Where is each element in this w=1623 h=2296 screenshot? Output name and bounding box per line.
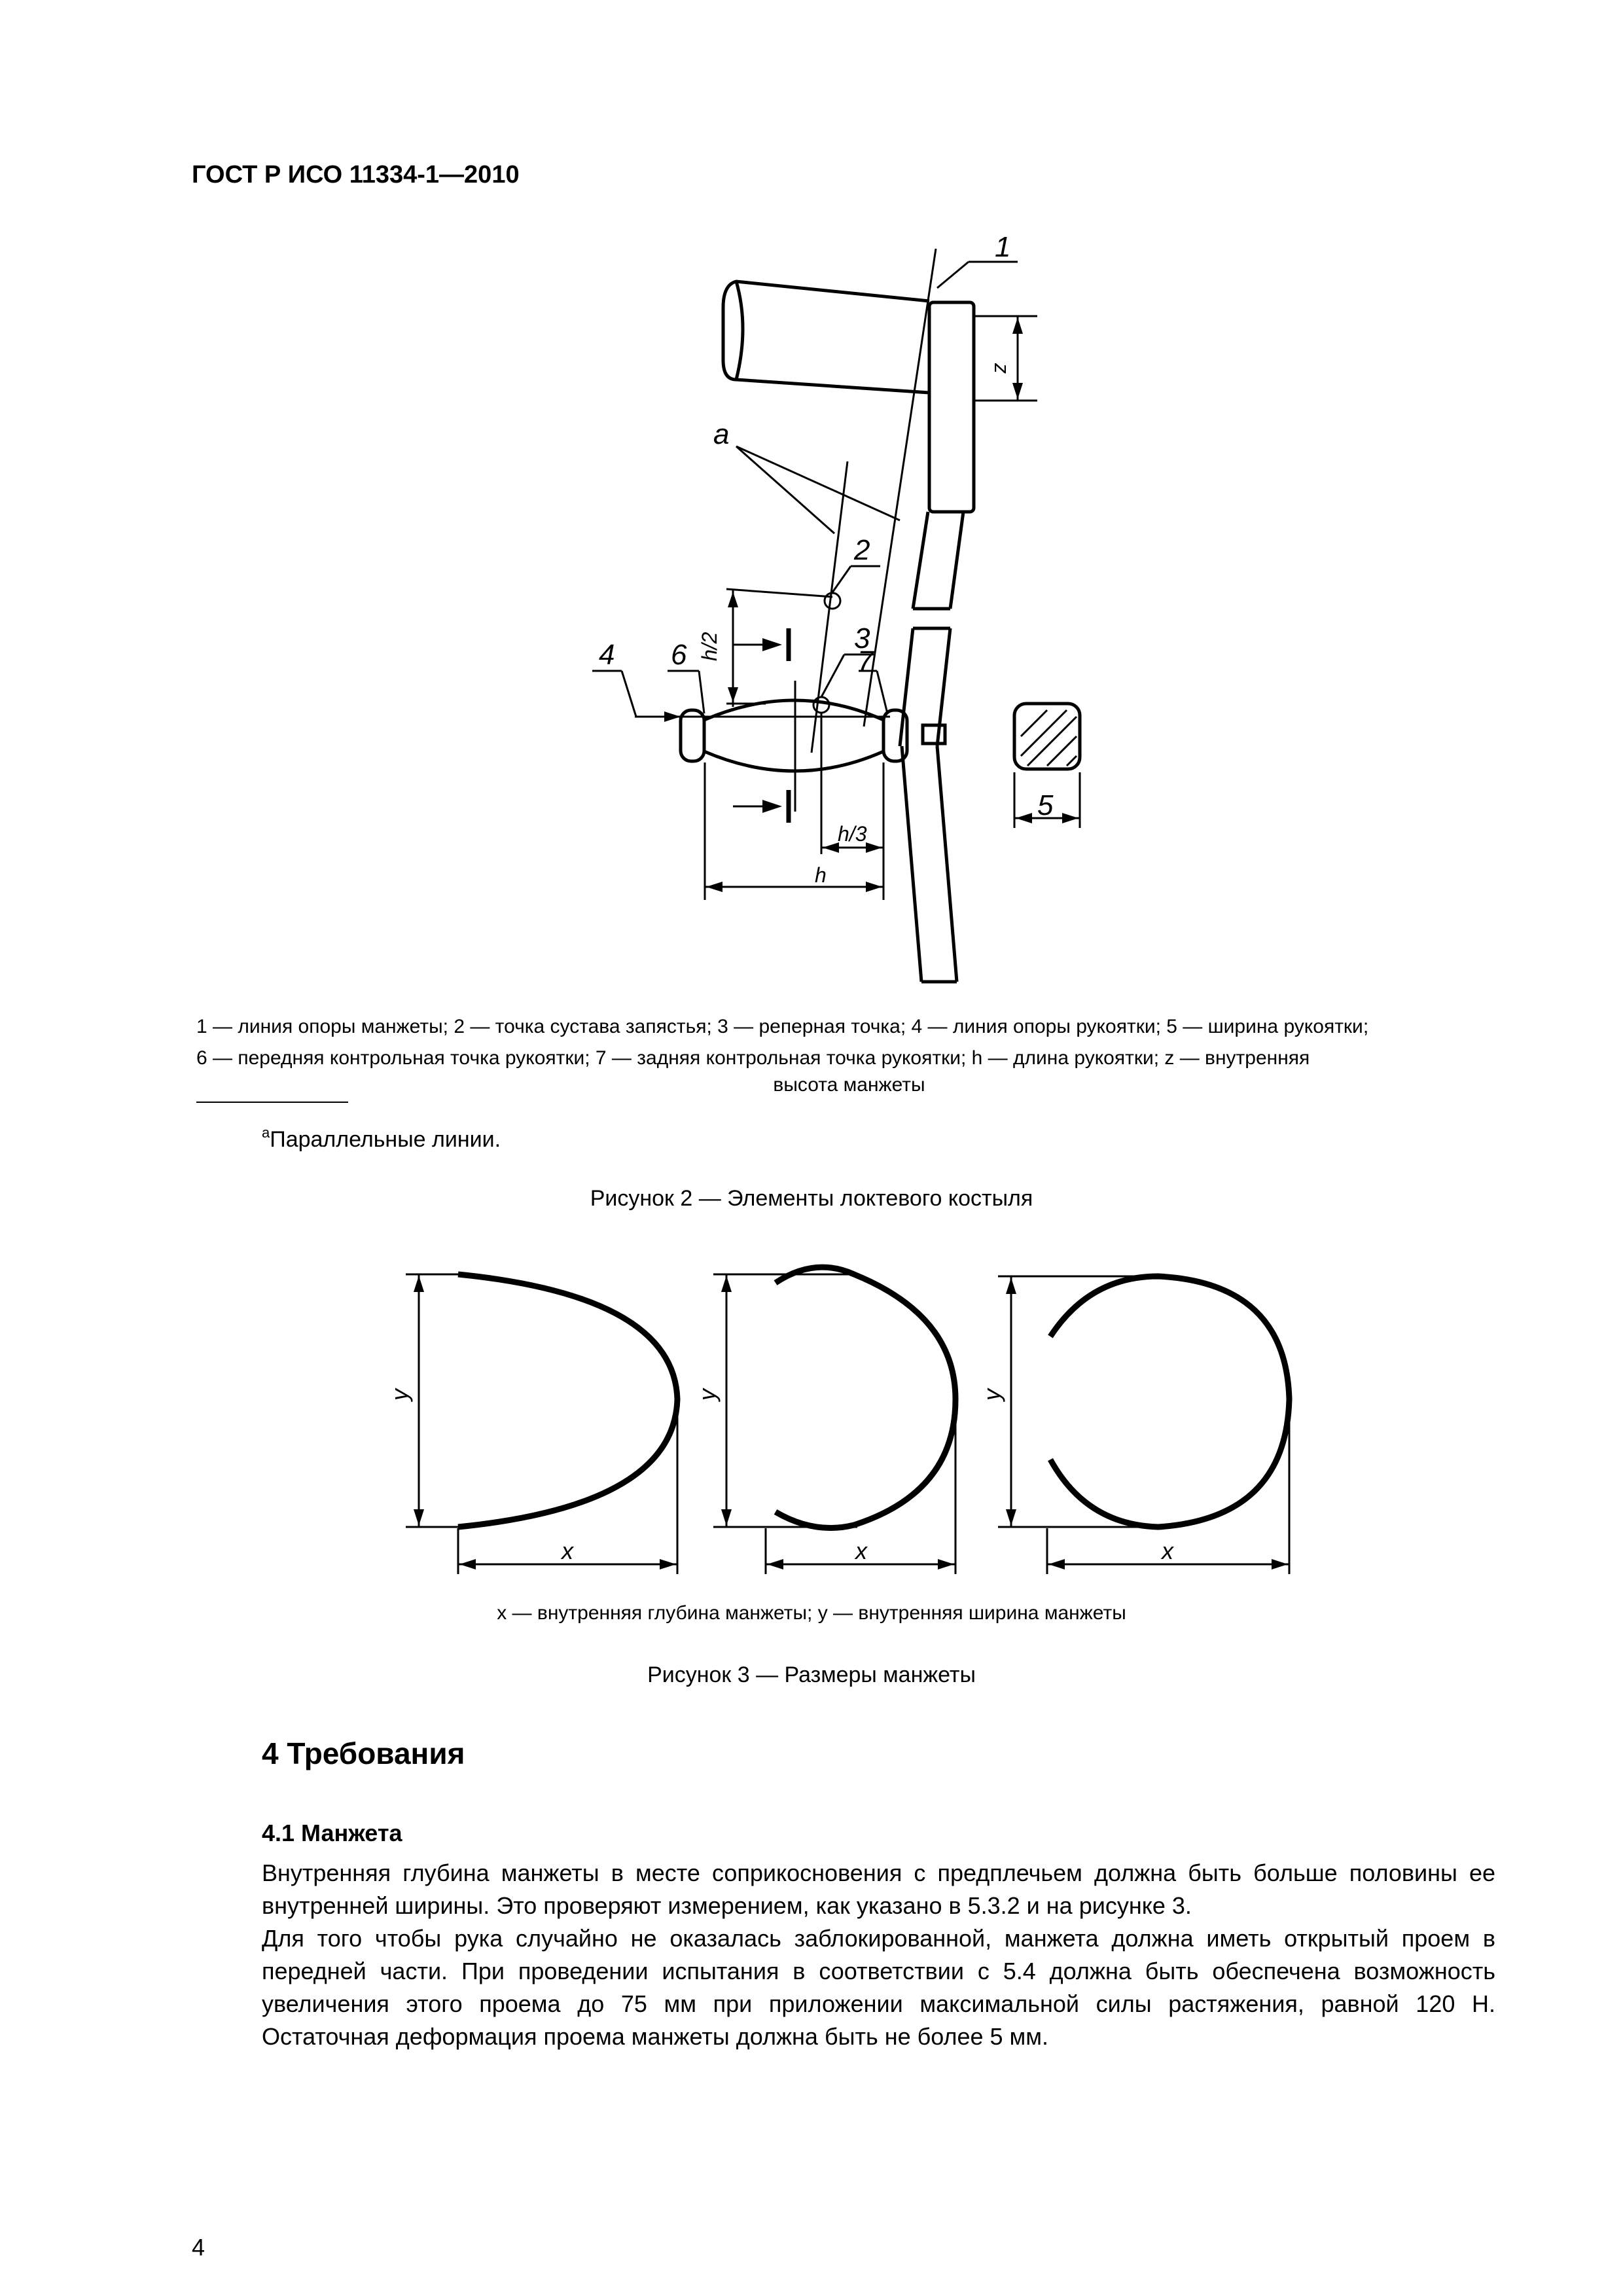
fig2-label-h: h [815,863,827,887]
paragraph-text: Для того чтобы рука случайно не оказалась заблокированной, манжета должна иметь открытый проем в передней части. При проведении испытания в соответствии с 5.4 должна быть обеспечена возможность увеличения этого проема до 75 мм при приложении максимальной силы растяжения, равной 120 Н. Остаточная деформация проема манжеты должна быть не более 5 мм. [262,1925,1495,2050]
figure-3-legend: x — внутренняя глубина манжеты; y — внутренняя ширина манжеты [497,1602,1126,1624]
fig3-label-y: y [386,1389,413,1401]
paragraph [262,1857,1495,1922]
legend-line: 1 — линия опоры манжеты; 2 — точка сустава запястья; 3 — реперная точка; 4 — линия опоры рукоятки; 5 — ширина рукоятки; [196,1016,1369,1037]
paragraph [262,1922,1495,2053]
fig2-label-h2: h/2 [698,632,721,661]
figure-2-caption: Рисунок 2 — Элементы локтевого костыля [590,1186,1033,1211]
document-header: ГОСТ Р ИСО 11334-1—2010 [192,161,520,188]
fig2-label-a: a [713,418,730,450]
fig2-label-2: 2 [854,534,870,566]
page-number: 4 [192,2234,205,2261]
fig2-label-5: 5 [1037,789,1054,821]
fig3-label-y: y [978,1389,1005,1401]
fig3-label-x: x [1162,1537,1173,1564]
fig2-label-6: 6 [671,639,687,671]
legend-line: высота манжеты [773,1074,925,1096]
footnote-text: Параллельные линии. [270,1127,501,1152]
subsection-title: 4.1 Манжета [262,1820,402,1846]
fig3-label-y: y [694,1389,721,1401]
figure-3-caption: Рисунок 3 — Размеры манжеты [647,1662,976,1687]
section-title: 4 Требования [262,1736,465,1770]
fig3-label-x: x [855,1537,867,1564]
fig2-label-z: z [990,363,1014,374]
fig2-label-4: 4 [599,639,615,671]
fig2-label-3: 3 [854,622,870,655]
fig2-label-1: 1 [995,231,1011,263]
fig2-label-7: 7 [857,645,874,677]
paragraph-text: Внутренняя глубина манжеты в месте соприкосновения с предплечьем должна быть больше половины ее внутренней ширины. Это проверяют измерением, как указано в 5.3.2 и на рисунке 3. [262,1859,1495,1919]
fig3-label-x: x [562,1537,573,1564]
legend-line: 6 — передняя контрольная точка рукоятки; 7 — задняя контрольная точка рукоятки; h — длина рукоятки; z — внутренняя [196,1047,1310,1069]
footnote-mark: a [262,1124,270,1141]
fig2-label-h3: h/3 [838,822,867,846]
